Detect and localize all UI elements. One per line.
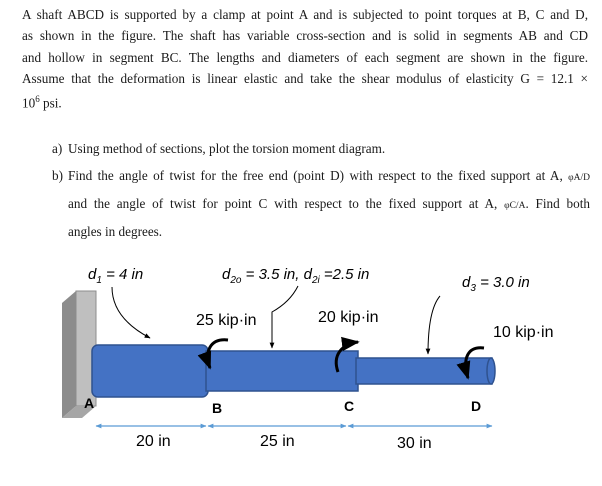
point-d: D <box>471 398 482 414</box>
question-text-line <box>68 191 590 219</box>
problem-line: A shaft ABCD is supported by a clamp at point A and is subjected to point torques at B, C and D, <box>22 7 588 22</box>
exponent-base: 10 <box>22 95 36 111</box>
torque-b-label: 25 kip·in <box>196 312 257 329</box>
phi-ad: φA/D <box>568 173 590 183</box>
segment-cd <box>356 358 492 384</box>
d2-label: $d_{2o} = 3.5$ in, $d_{2i} =2.5$ in <box>222 266 370 286</box>
shaft-figure <box>0 248 602 486</box>
question-b <box>52 163 590 245</box>
question-text: Using method of sections, plot the torsion moment diagram. <box>68 141 386 156</box>
segment-ab <box>92 345 208 397</box>
length-ab: 20 in <box>136 433 171 450</box>
question-marker: a) <box>52 141 63 156</box>
d2-leader <box>272 286 298 348</box>
question-text-line: angles in degrees. <box>68 224 163 239</box>
question-marker: b) <box>52 168 63 183</box>
question-text: and the angle of twist for point C with respect to the fixed support at A, <box>68 196 505 211</box>
exponent: 6 <box>35 94 40 105</box>
shaft <box>92 345 495 397</box>
problem-statement <box>22 4 588 114</box>
question-text-line <box>68 163 590 191</box>
question-text: Find the angle of twist for the free end (point D) with respect to the fixed support at A, <box>68 168 569 183</box>
problem-line: Assume that the deformation is linear elastic and take the shear modulus of elasticity G = 12.1 × <box>22 70 588 86</box>
phi-ca: φC/A <box>504 201 526 211</box>
problem-line: and hollow in segment BC. The lengths and diameters of each segment are shown in the figure. <box>22 49 588 65</box>
problem-line: as shown in the figure. The shaft has variable cross-section and is solid in segments AB and CD <box>22 28 588 44</box>
question-text: . Find both <box>525 196 590 211</box>
unit-text: psi. <box>42 95 62 111</box>
length-cd: 30 in <box>397 435 432 452</box>
point-a: A <box>84 395 95 411</box>
length-bc: 25 in <box>260 433 295 450</box>
torque-c-label: 20 kip·in <box>318 309 379 326</box>
torque-d-label: 10 kip·in <box>493 324 554 341</box>
d3-leader <box>428 296 440 354</box>
question-list <box>52 137 590 245</box>
free-end <box>487 358 495 384</box>
d1-label: $d_1 = 4$ in <box>88 266 144 286</box>
problem-line-last <box>22 89 588 114</box>
d3-label: $d_3 = 3.0$ in <box>462 274 530 294</box>
segment-bc <box>206 351 358 391</box>
d1-leader <box>112 287 150 338</box>
point-b: B <box>212 400 223 416</box>
question-a <box>52 137 590 161</box>
point-c: C <box>344 398 355 414</box>
